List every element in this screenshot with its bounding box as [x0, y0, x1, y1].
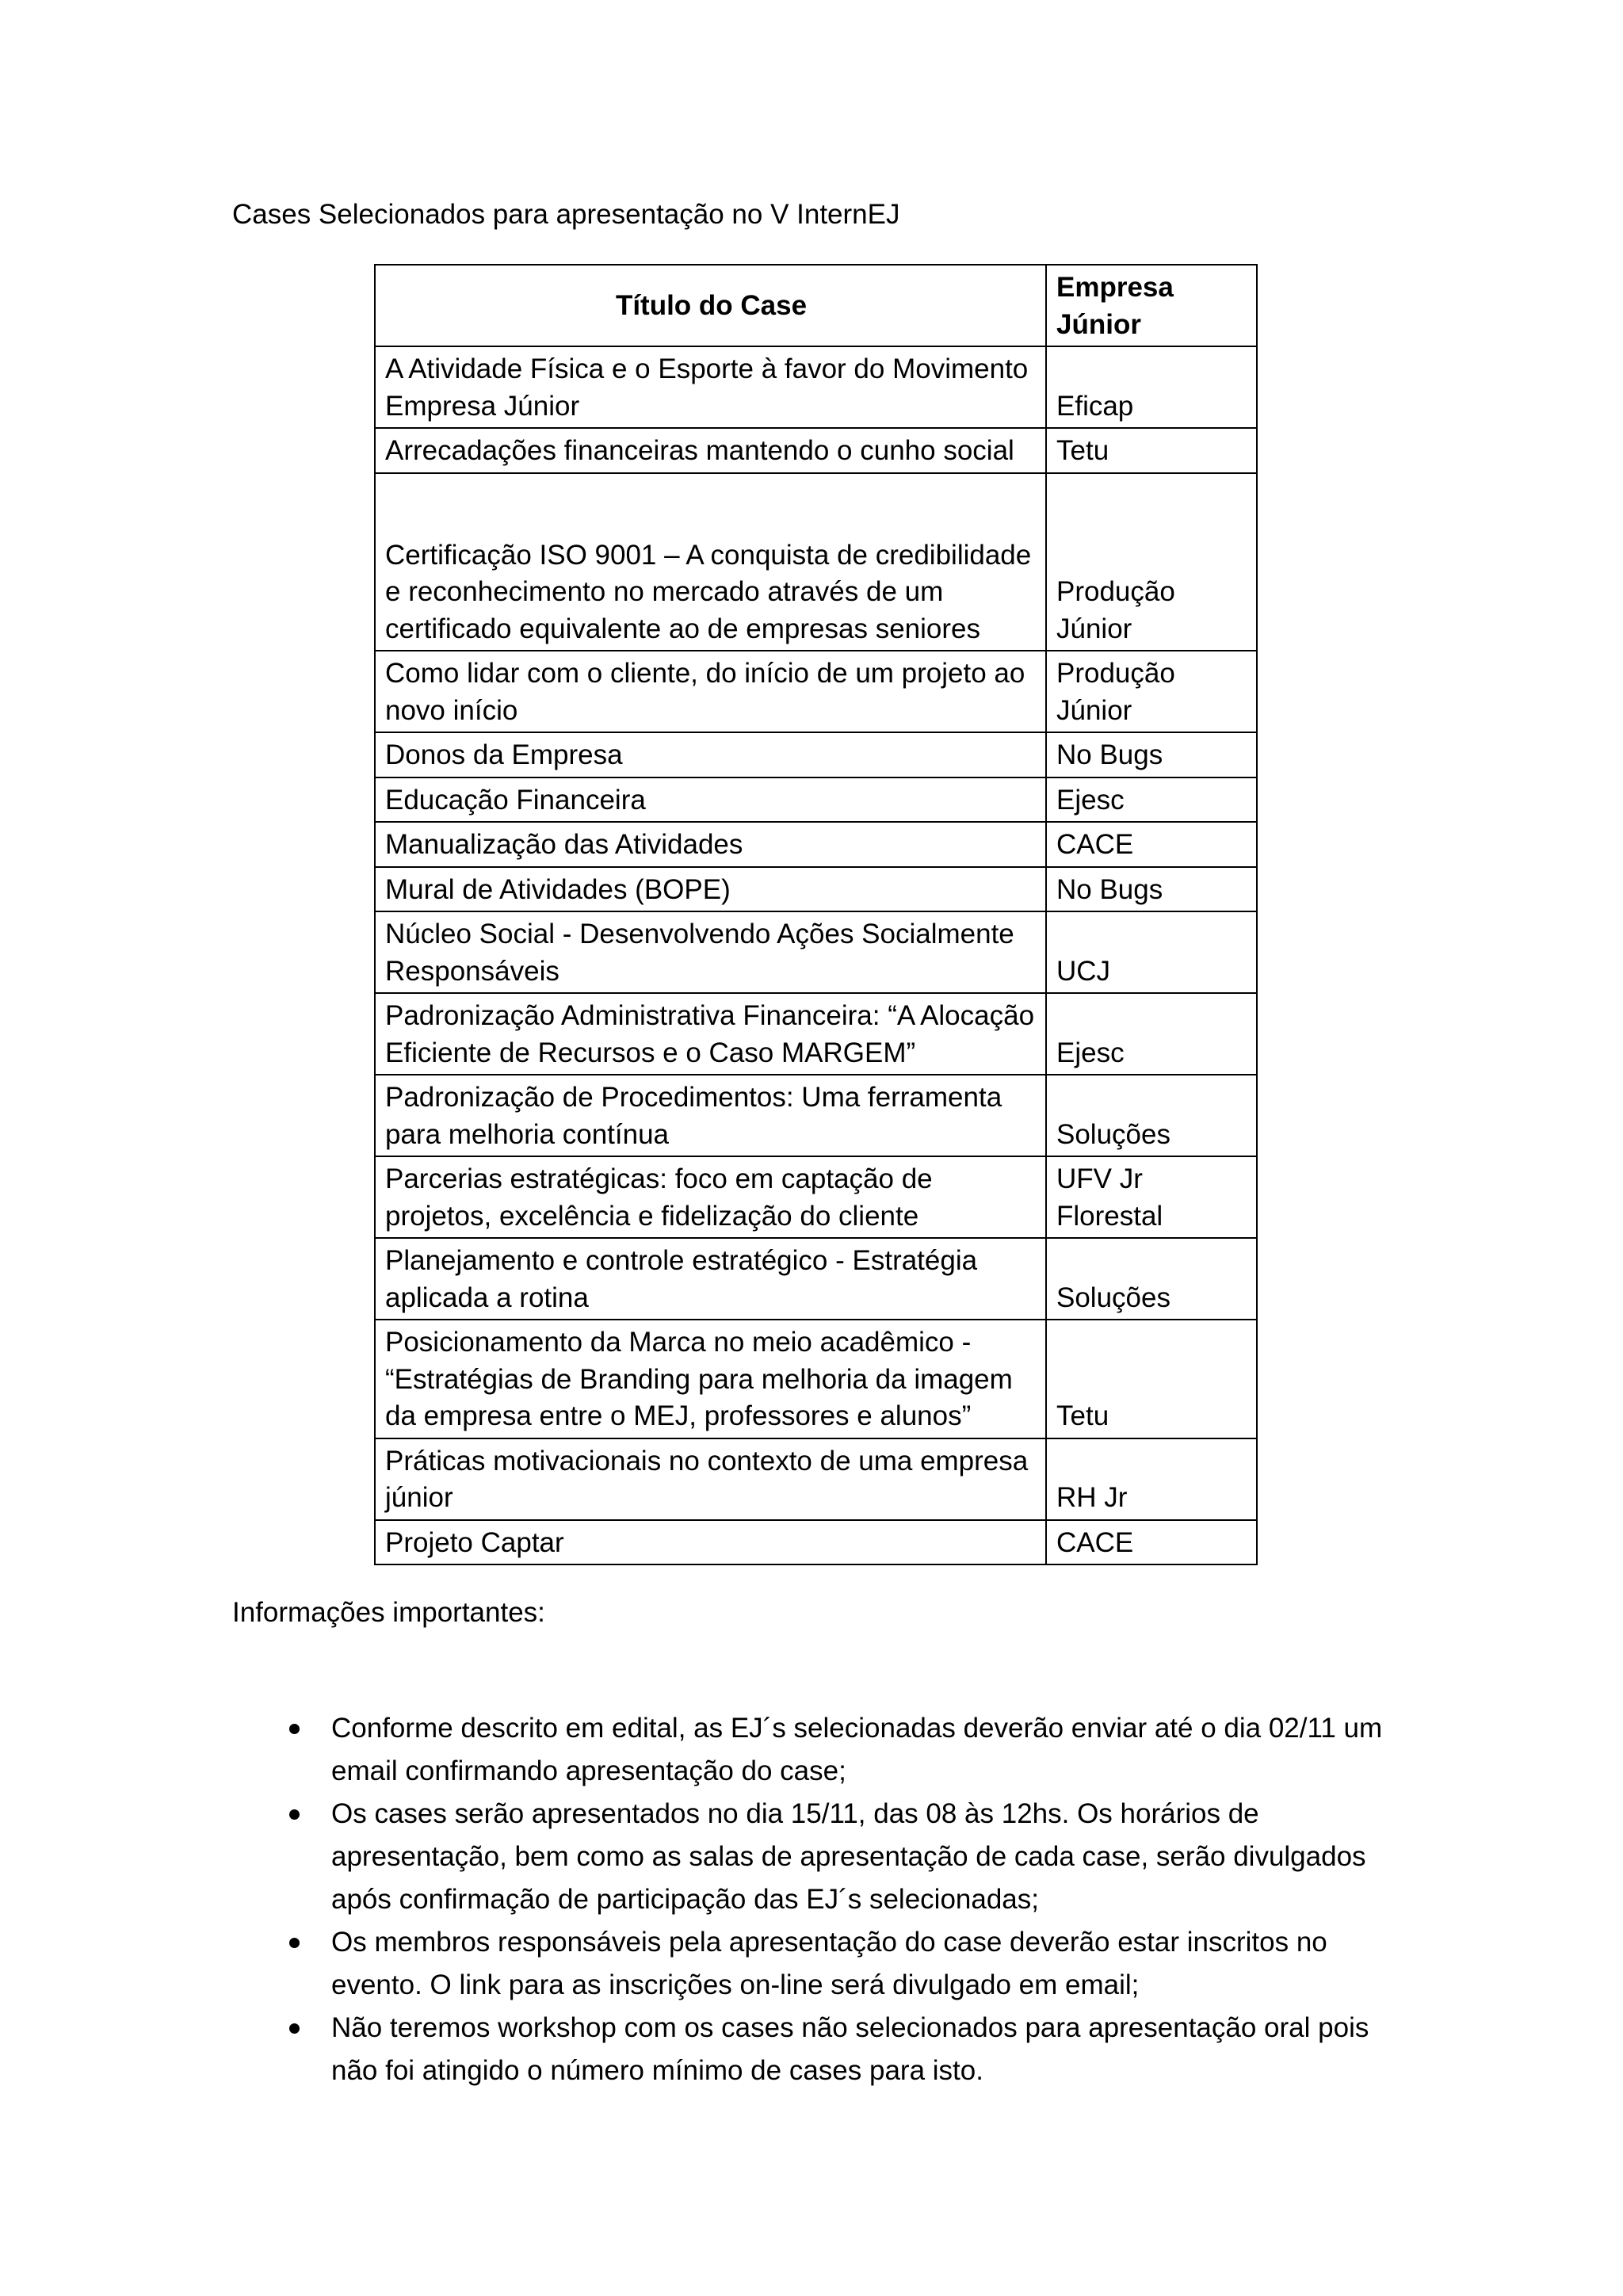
company-cell: Produção Júnior: [1046, 473, 1257, 651]
case-title-cell: Educação Financeira: [375, 777, 1046, 823]
case-title-cell: A Atividade Física e o Esporte à favor do Movimento Empresa Júnior: [375, 346, 1046, 428]
case-title-cell: Parcerias estratégicas: foco em captação de projetos, excelência e fidelização do cliente: [375, 1156, 1046, 1238]
company-cell: Produção Júnior: [1046, 651, 1257, 732]
case-title-cell: Projeto Captar: [375, 1520, 1046, 1565]
company-cell: Tetu: [1046, 1320, 1257, 1438]
list-item: [232, 1707, 1405, 1793]
table-row: [375, 1438, 1257, 1520]
bullet-icon: [289, 1938, 300, 1948]
list-item-text: Conforme descrito em edital, as EJ´s selecionadas deverão enviar até o dia 02/11 um email confirmando apresentação do case;: [331, 1713, 1383, 1786]
table-row: [375, 732, 1257, 777]
list-item: [232, 1921, 1405, 2007]
bullet-icon: [289, 2023, 300, 2034]
table-row: [375, 346, 1257, 428]
company-cell: Eficap: [1046, 346, 1257, 428]
bullet-icon: [289, 1724, 300, 1734]
company-cell: Ejesc: [1046, 777, 1257, 823]
case-title-cell: Padronização Administrativa Financeira: “A Alocação Eficiente de Recursos e o Caso MARGEM”: [375, 993, 1046, 1075]
case-title-cell: Donos da Empresa: [375, 732, 1046, 777]
list-item-text: Os cases serão apresentados no dia 15/11, das 08 às 12hs. Os horários de apresentação, bem como as salas de apresentação de cada case, serão divulgados após confirmação de participação das EJ´s selecionadas;: [331, 1798, 1366, 1915]
case-title-cell: Como lidar com o cliente, do início de um projeto ao novo início: [375, 651, 1046, 732]
company-cell: UCJ: [1046, 911, 1257, 993]
case-title-cell: Planejamento e controle estratégico - Estratégia aplicada a rotina: [375, 1238, 1046, 1320]
company-cell: Soluções: [1046, 1075, 1257, 1156]
case-title-cell: Práticas motivacionais no contexto de uma empresa júnior: [375, 1438, 1046, 1520]
company-cell: RH Jr: [1046, 1438, 1257, 1520]
company-cell: CACE: [1046, 822, 1257, 867]
case-title-cell: Manualização das Atividades: [375, 822, 1046, 867]
table-row: [375, 911, 1257, 993]
case-title-cell: Mural de Atividades (BOPE): [375, 867, 1046, 912]
case-title-cell: Padronização de Procedimentos: Uma ferramenta para melhoria contínua: [375, 1075, 1046, 1156]
document-title: Cases Selecionados para apresentação no V InternEJ: [232, 199, 900, 230]
case-title-cell: Posicionamento da Marca no meio acadêmico - “Estratégias de Branding para melhoria da imagem da empresa entre o MEJ, professores e alunos”: [375, 1320, 1046, 1438]
company-cell: Ejesc: [1046, 993, 1257, 1075]
company-cell: UFV Jr Florestal: [1046, 1156, 1257, 1238]
case-title-cell: Arrecadações financeiras mantendo o cunho social: [375, 428, 1046, 473]
list-item: [232, 2007, 1405, 2092]
company-cell: No Bugs: [1046, 867, 1257, 912]
table-row: [375, 1075, 1257, 1156]
table-row: [375, 1520, 1257, 1565]
case-title-cell: Núcleo Social - Desenvolvendo Ações Socialmente Responsáveis: [375, 911, 1046, 993]
company-cell: Tetu: [1046, 428, 1257, 473]
company-cell: CACE: [1046, 1520, 1257, 1565]
table-row: [375, 867, 1257, 912]
table-row: [375, 428, 1257, 473]
case-title-cell: Certificação ISO 9001 – A conquista de credibilidade e reconhecimento no mercado através de um certificado equivalente ao de empresas seniores: [375, 473, 1046, 651]
table-row: [375, 651, 1257, 732]
company-cell: No Bugs: [1046, 732, 1257, 777]
table-row: [375, 1156, 1257, 1238]
column-header-company: Empresa Júnior: [1046, 265, 1257, 346]
table-row: [375, 993, 1257, 1075]
list-item: [232, 1793, 1405, 1921]
table-row: [375, 777, 1257, 823]
list-item-text: Os membros responsáveis pela apresentação do case deverão estar inscritos no evento. O link para as inscrições on-line será divulgado em email;: [331, 1927, 1327, 2000]
bullet-icon: [289, 1809, 300, 1820]
cases-table: [374, 264, 1258, 1565]
info-list: [232, 1707, 1405, 2092]
column-header-title: Título do Case: [375, 265, 1046, 346]
table-header-row: [375, 265, 1257, 346]
info-heading: Informações importantes:: [232, 1597, 545, 1628]
table-row: [375, 822, 1257, 867]
list-item-text: Não teremos workshop com os cases não selecionados para apresentação oral pois não foi atingido o número mínimo de cases para isto.: [331, 2012, 1369, 2086]
table-row: [375, 1238, 1257, 1320]
table-row: [375, 1320, 1257, 1438]
table-row: [375, 473, 1257, 651]
company-cell: Soluções: [1046, 1238, 1257, 1320]
